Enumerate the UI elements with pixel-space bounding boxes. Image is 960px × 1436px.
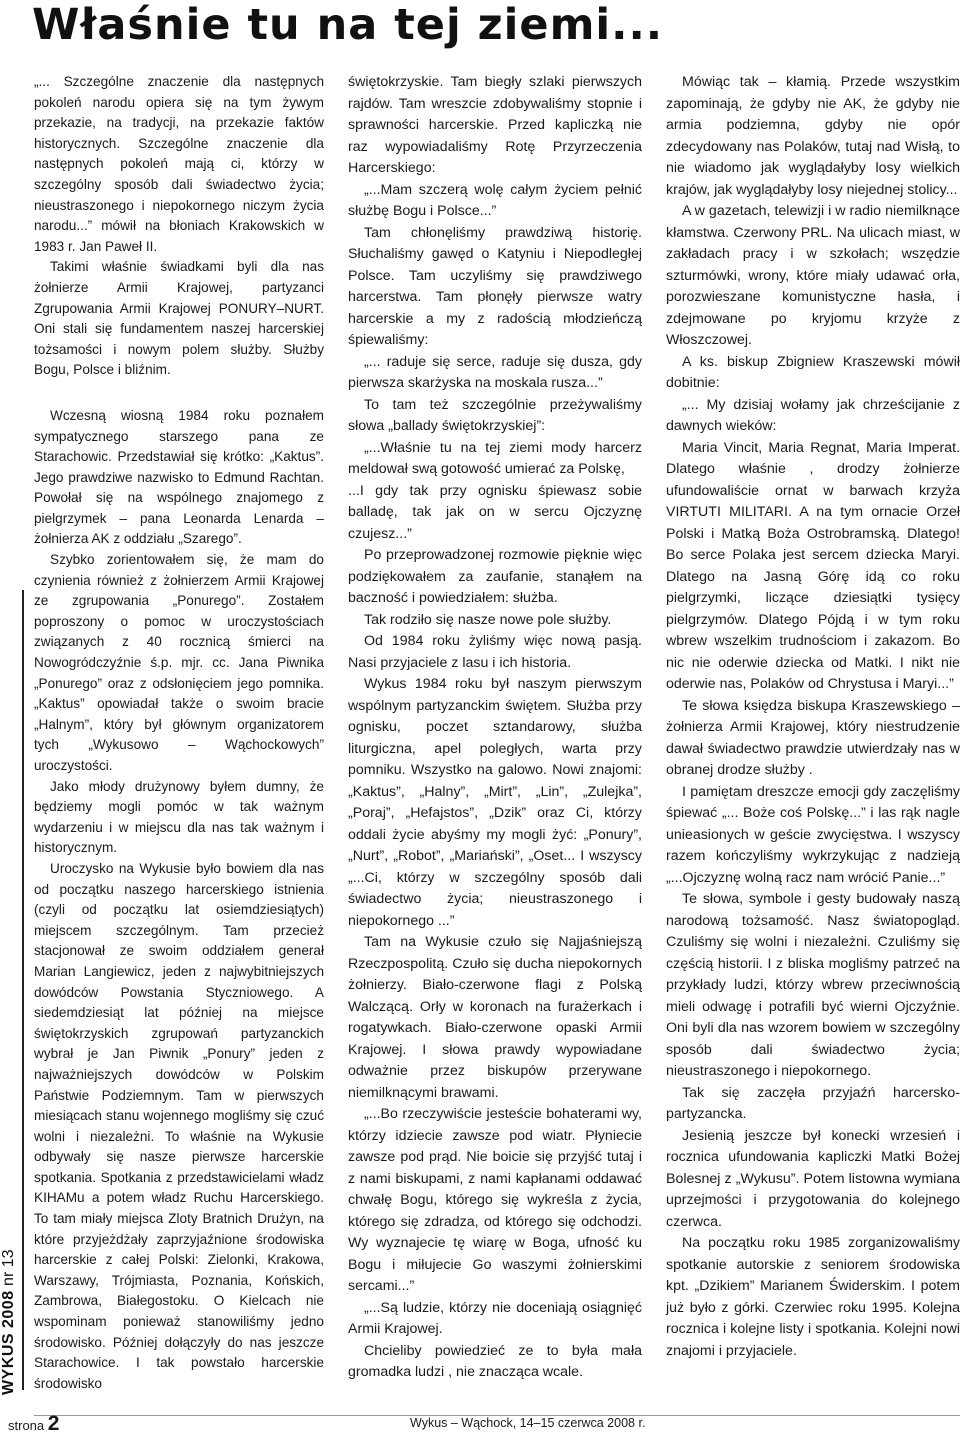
paragraph: świętokrzyskie. Tam biegły szlaki pierwszych rajdów. Tam wreszcie zdobywaliśmy stopnie i sprawności harcerskie. Przed kapliczką nie raz wypowiadaliśmy Rotę Przyrzeczenia Harcerskiego: (348, 74, 642, 176)
paragraph: Jako młody drużynowy byłem dumny, że będziemy mogli pomóc w tak ważnym wydarzeniu i w miejscu dla nas tak ważnym i historycznym. (34, 778, 324, 856)
paragraph: Na początku roku 1985 zorganizowaliśmy spotkanie autorskie z seniorem środowiska kpt. „Dzikiem” Marianem Świderskim. I potem już było z górki. Czerwiec roku 1995. Kolejna rocznica i kolejne listy i spotkania. Kolejni nowi znajomi i przyjaciele. (666, 1235, 960, 1359)
paragraph: Jesienią jeszcze był konecki wrzesień i rocznica ufundowania kapliczki Matki Bożej Bolesnej z „Wykusu”. Potem listowna wymiana uprzejmości i przygotowania do kolejnego czerwca. (666, 1127, 960, 1230)
paragraph: A w gazetach, telewizji i w radio niemilknące kłamstwa. Czerwony PRL. Na ulicach miast, w zakładach pracy i w szkołach; wszędzie szturmówki, wrony, które miały udawać orła, porozwieszane komunistyczne hasła, i zdejmowane po kryjomu krzyże z Włoszczowej. (666, 203, 960, 348)
quote: „...Mam szczerą wolę całym życiem pełnić służbę Bogu i Polsce...” (348, 181, 642, 219)
side-publication-label (0, 1249, 24, 1395)
paragraph: Uroczysko na Wykusie było bowiem dla nas od początku naszego harcerskiego istnienia (czyli od początku lat osiemdziesiątych) miejscem szczególnym. Tam przecież stacjonował ze swoim oddziałem generał Marian Langiewicz, jeden z najwybitniejszych dowódców Powstania Styczniowego. A siedemdziesiąt lat później na miejsce świętokrzyskich zgrupowań partyzanckich wybrał je Jan Piwnik „Ponury” jeden z najważniejszych dowódców w Polskim Państwie Podziemnym. Tam w pierwszych miesiącach stanu wojennego mogliśmy się czuć wolni i niezależni. To właśnie na Wykusie odbywały się nasze pierwsze harcerskie spotkania. Spotkania z przedstawicielami władz KIHAMu a potem władz Ruchu Harcerskiego. To tam miały miejsca Zloty Bratnich Drużyn, na które przyjeżdżały zaprzyjaźnione środowiska harcerskie z całej Polski: Zielonki, Krakowa, Warszawy, Trójmiasta, Poznania, Końskich, Zambrowa, Białegostoku. O Kielcach nie wspominam ponieważ stanowiliśmy jedno środowisko. Później dołączyły do nas jeszcze Starachowice. I tak powstało harcerskie środowisko (34, 860, 324, 1391)
paragraph: Tam chłonęliśmy prawdziwą historię. Słuchaliśmy gawęd o Katyniu i Niepodległej Polsce. Tam uczyliśmy się prawdziwego harcerstwa. Tam płonęły pierwsze watry harcerskie a my z radością młodzieńczą śpiewaliśmy: (348, 224, 642, 348)
quote: „... My dzisiaj wołamy jak chrześcijanie z dawnych wieków: (666, 396, 960, 434)
text-column-3 (666, 72, 960, 1362)
paragraph: Szybko zorientowałem się, że mam do czynienia również z żołnierzem Armii Krajowej ze zgrupowania „Ponurego”. Zostałem poproszony o pomoc w uroczystościach związanych z 40 rocznicą śmierci na Nowogródczyźnie ś.p. mjr. cc. Jana Piwnika „Ponurego” oraz z odsłonięciem jego pomnika. „Kaktus” opowiadał także o swoim bracie „Halnym”, który był głównym organizatorem tych „Wykusowo – Wąchockowych” uroczystości. (34, 552, 324, 773)
paragraph: Mówiąc tak – kłamią. Przede wszystkim zapominają, że gdyby nie AK, że gdyby nie armia podziemna, gdyby nie opór zdecydowany nas Polaków, tutaj nad Wisłą, to nie wiadomo jak wyglądałyby losy wielkich krajów, jak wyglądałyby losy niejednej stolicy... (666, 74, 960, 198)
quote: „...Są ludzie, którzy nie doceniają osiągnięć Armii Krajowej. (348, 1299, 642, 1337)
paragraph: To tam też szczególnie przeżywaliśmy słowa „ballady świętokrzyskiej”: (348, 396, 642, 434)
quote: „...Właśnie tu na tej ziemi mody harcerz meldował swą gotowość umierać za Polskę, (348, 439, 642, 477)
paragraph: Takimi właśnie świadkami byli dla nas żołnierze Armii Krajowej, partyzanci Zgrupowania Armii Krajowej PONURY–NURT. Oni stali się fundamentem naszej harcerskiej tożsamości i nowym polem służby. Służby Bogu, Polsce i bliźnim. (34, 259, 324, 378)
paragraph: Tak rodziło się nasze nowe pole służby. (364, 611, 612, 628)
quote: „...Bo rzeczywiście jesteście bohaterami wy, którzy idziecie zawsze pod wiatr. Płyniecie zawsze pod prąd. Nie boicie się przyjść tutaj i z nami biskupami, z nami kapłanami oddawać chwałę Bogu, którego się wykreśla z życia, którego się zdradza, od którego się odchodzi. Wy wyznajecie tę wiarę w Boga, ufność ku Bogu i miłujecie Go waszymi żołnierskimi sercami...” (348, 1106, 642, 1294)
paragraph: I pamiętam dreszcze emocji gdy zaczęliśmy śpiewać „... Boże coś Polskę...” i las rąk nagle unieasionych w geście zwycięstwa. I wszyscy razem kończyliśmy wykrzykując z nadzieją „...Ojczyznę wolną racz nam wrócić Panie...” (666, 783, 960, 886)
quote: ...I gdy tak przy ognisku śpiewasz sobie balladę, tak jak on w sercu Ojczyznę czujesz...” (348, 482, 642, 542)
page-number (8, 1412, 59, 1436)
publication-title: WYKUS 2008 (0, 1290, 17, 1395)
paragraph: Tak się zaczęła przyjaźń harcersko-partyzancka. (666, 1084, 960, 1122)
page-word: strona (8, 1418, 45, 1433)
paragraph: Chcieliby powiedzieć ze to była mała gromadka ludzi , nie znacząca wcale. (348, 1342, 642, 1380)
footer-caption: Wykus – Wąchock, 14–15 czerwca 2008 r. (410, 1416, 646, 1430)
paragraph: Te słowa księdza biskupa Kraszewskiego – żołnierza Armii Krajowej, który niestrudzenie dawał świadectwo prawdzie utwierdzały nas w obranej drodze służby . (666, 697, 960, 778)
paragraph: Od 1984 roku żyliśmy więc nową pasją. Nasi przyjaciele z lasu i ich historia. (348, 633, 642, 671)
paragraph: Wykus 1984 roku był naszym pierwszym wspólnym partyzanckim świętem. Służba przy ognisku, poczet sztandarowy, służba liturgiczna, apel poległych, warta przy pomniku. Wszystko na galowo. Nowi znajomi: „Kaktus”, „Halny”, „Mirt”, „Lin”, „Zulejka”, „Poraj”, „Hefajstos”, „Dzik” oraz Ci, którzy oddali życie abyśmy my mogli żyć: „Ponury”, „Nurt”, „Robot”, „Mariański”, „Oset... I wszyscy „...Ci, którzy w szczególny sposób dali świadectwo życia; nieustraszonego i niepokornego ...” (348, 676, 642, 929)
page-number-value: 2 (47, 1412, 60, 1435)
text-column-1 (34, 72, 324, 1394)
paragraph: Tam na Wykusie czuło się Najjaśniejszą Rzeczpospolitą. Czuło się ducha niepokornych żołnierzy. Biało-czerwone flagi z Polską Walczącą. Orły w koronach na furażerkach i rogatywkach. Biało-czerwone opaski Armii Krajowej. I słowa prawdy wypowiadane odważnie przez biskupów przerywane niemilknącymi brawami. (348, 934, 642, 1101)
side-rule (22, 590, 24, 1390)
paragraph: „... Szczególne znaczenie dla następnych pokoleń narodu opiera się na tym żywym przekazie, na tradycji, na przekazie faktów historycznych. Szczególne znaczenie dla następnych pokoleń mają ci, którzy w szczególny sposób dali świadectwo życia; nieustraszonego i niepokornego niczym życia narodu...” mówił na błoniach Krakowskich w 1983 r. Jan Paweł II. (34, 74, 324, 254)
quote: „... raduje się serce, raduje się dusza, gdy pierwsza skarżyska na moskala rusza...” (348, 353, 642, 391)
paragraph: Wczesną wiosną 1984 roku poznałem sympatycznego starszego pana ze Starachowic. Przedstawiał się krótko: „Kaktus”. Jego prawdziwe nazwisko to Edmund Rachtan. Powołał się na wspólnego znajomego z pielgrzymek – pana Leonarda Lenarda – żołnierza AK z oddziału „Szarego”. (34, 407, 324, 547)
text-column-2 (348, 72, 642, 1384)
quote: Maria Vincit, Maria Regnat, Maria Imperat. Dlatego właśnie , drodzy żołnierze ufundowaliście ornat w barwach krzyża VIRTUTI MILITARI. A na tym ornacie Orzeł Polski i Matką Boża Ostrobramską. Dlatego! Bo serce Polaka jest sercem dziecka Maryi. Dlatego na Jasną Górę idą co roku pielgrzymki, liczące dziesiątki tysięcy pielgrzymów. Dlatego Pójdą i w tym roku wbrew wszelkim trudnościom i zakazom. Bo nic nie oderwie dziecka od Matki. I nikt nie oderwie nas, Polaków od Chrystusa i Maryi...” (666, 439, 960, 692)
issue-number: nr 13 (0, 1249, 17, 1286)
paragraph: A ks. biskup Zbigniew Kraszewski mówił dobitnie: (666, 353, 960, 391)
paragraph: Te słowa, symbole i gesty budowały naszą narodową tożsamość. Nasz światopogląd. Czuliśmy się wolni i niezależni. Czuliśmy się częścią historii. I z bliska mogliśmy patrzeć na przykłady ludzi, którzy wbrew przeciwnością mieli odwagę i potrafili być wierni Ojczyźnie. Oni byli dla nas wzorem bowiem w szczególny sposób dali świadectwo życia; nieustraszonego i niepokornego. (666, 891, 960, 1079)
paragraph: Po przeprowadzonej rozmowie pięknie więc podziękowałem za zaufanie, stanąłem na baczność i powiedziałem: służba. (348, 547, 642, 606)
article-headline: Właśnie tu na tej ziemi... (32, 0, 664, 50)
